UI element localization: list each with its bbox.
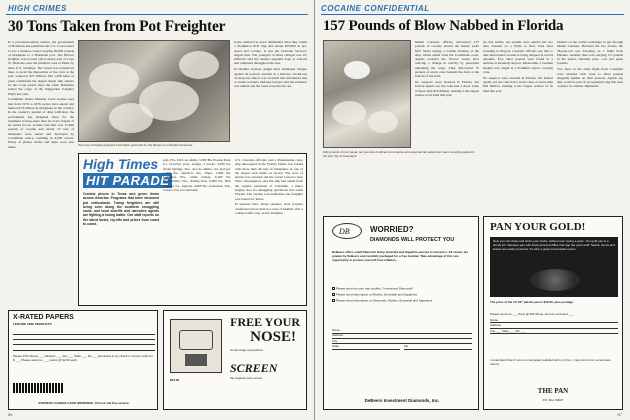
hit-parade-box	[78, 153, 307, 306]
diamonds-city-field[interactable]: City	[332, 340, 472, 345]
checkbox-icon	[332, 287, 335, 290]
diamonds-ad-title2: DIAMONDS WILL PROTECT YOU	[370, 237, 455, 243]
section-rule-right	[321, 14, 624, 15]
diamonds-option-2[interactable]	[332, 293, 472, 297]
diamonds-zip-field[interactable]: Zip	[404, 345, 472, 350]
pan-footer-name: THE PAN	[537, 387, 569, 395]
x-rated-subtitle: LEISURE TIME PRODUCTS	[13, 322, 52, 326]
pan-order-line[interactable]: Please send me ___ Pans @ $15.00 ea. Amount enclosed ___	[490, 312, 574, 316]
debeers-logo-icon: DB	[332, 223, 362, 239]
diamonds-ad-options	[332, 287, 472, 305]
screen-sub: the original snow screen	[230, 376, 263, 380]
pan-city-field[interactable]: City ___ State ___ Zip ___	[490, 330, 618, 335]
diamonds-state-field[interactable]: State	[332, 345, 400, 350]
x-rated-state-field[interactable]	[13, 346, 155, 351]
free-your-nose-ad	[163, 310, 307, 410]
right-article-col3	[557, 40, 623, 210]
diamonds-option-2-label: Please send information on Rubies, Emeralds and Sapphires.	[336, 292, 418, 297]
section-label-cocaine-confidential: COCAINE CONFIDENTIAL	[321, 4, 430, 13]
pan-title: PAN YOUR GOLD!	[490, 221, 586, 233]
right-article-col2	[483, 40, 553, 210]
diamonds-option-3-label: Please send information on Diamonds, Rubies, Emeralds and Sapphires.	[336, 298, 434, 303]
right-page-number: 87	[617, 412, 622, 417]
right-col3-text: banked on the scatter technique to get through Miami Customs. Between the two arrests, the 38-year-old was traveling on a flight from Panama. Another man was carrying 3.5 pounds in his jacket, shoulder pads, coat and pants pockets.	[557, 40, 623, 66]
right-col2-text: As day earlier, ten pounds were seized and two men arrested on a flight to New York after boarding in Bogota. Customs officials say that to date intercepted cocaine is being shipped in record amounts. Two other pounds were found in a suitcase at Kennedy Airport. Meanwhile, a German student was caught at a Frankfurt airport carrying coke.	[483, 40, 553, 75]
checkbox-icon	[332, 299, 335, 302]
hit-parade-list-col1	[163, 158, 231, 304]
hit-parade-subtitle: HIT PARADE	[83, 173, 172, 188]
diamonds-option-1-label: Please send me your free booklet, "Investment Diamonds"	[336, 286, 414, 291]
diamonds-form	[332, 329, 472, 351]
gold-pan-icon	[530, 269, 580, 291]
free-nose-sub: At last drugs everywhere	[230, 348, 264, 352]
marijuana-bales-photo	[78, 40, 230, 142]
screen-brand: SCREEN	[230, 361, 278, 375]
x-rated-name-field[interactable]	[13, 330, 155, 335]
right-photo-caption: Fifty pounds of rock paste, ten pounds of refined coca blanca and assorted lab equipment were recently popped in the port city of Guayaquil.	[323, 150, 475, 158]
diamonds-address-field[interactable]: Address	[332, 334, 472, 339]
left-article-col3	[234, 40, 307, 162]
hit-parade-list-text1: port, Fla., DCL no ammo. 5,500 Bu. Boston Park, Ca. Crowbar, prop. Ledger, 2 trucks. 3,200 lbs. Ocala Springs, Tex., Ace no ammo, rice and pot. 1,200 lbs. Junction, Ks., Piper. 1,800 lbs. Lakeland, Fla., cabin cruiser. 2,200 lbs. Brownsville, Tex., shrimp boat. 6,000 lbs. New Orleans, La., tugboat. 4,400 lbs. Galveston, Tex., Cessna 310, pot and hash.	[163, 158, 231, 193]
right-page	[315, 0, 630, 420]
pan-address-field[interactable]: Address	[490, 324, 618, 329]
right-col1-text: Miami Customs officers uncovered 157 pounds of cocaine aboard the luxury yacht M/V Maya during a routine docking of the ship, which sailed from the Colombian coast. Agents boarded the 76-foot vessel after noticing a change in activity by personnel unloading the cargo. They discovered 70 packets of uncut coke beneath the deck at the bottom of the hold.	[415, 40, 479, 79]
x-rated-barcode	[13, 383, 63, 393]
right-headline: 157 Pounds of Blow Nabbed in Florida	[323, 18, 564, 34]
hit-parade-title: High Times	[83, 156, 159, 172]
pan-name-field[interactable]: Name	[490, 319, 618, 324]
cocaine-seizure-photo	[323, 40, 411, 148]
section-label-high-crimes: HIGH CRIMES	[8, 4, 67, 13]
x-rated-address-field[interactable]	[13, 335, 155, 340]
diamonds-name-field[interactable]: Name	[332, 329, 472, 334]
hit-parade-intro-text: Coolest pieces in Texas and green items across America. Programs that have stemmed pot enthusiasts. Tramp freighters are still being seen along the southern smuggling route, and local sheriffs and narcotics agents are fighting a losing battle. Our staff reports on the latest busts, rip-offs and prices from coast to coast.	[83, 192, 159, 227]
pan-your-gold-ad	[483, 216, 623, 410]
pan-note: I understand that if I am not completely satisfied with my Pan, I may return it for a complete refund.	[490, 358, 611, 366]
pan-price: The price of the 10 1/2" plastic pan is $19.95, plus postage.	[490, 300, 574, 304]
hit-parade-intro	[83, 192, 159, 304]
free-nose-title2: NOSE!	[250, 329, 296, 345]
x-rated-body: Please Print Name ___ Address ___ City ___ State ___ Zip ___ Enclosed is my check or money order for $ ___ Please send me ___ packs @ $2.50 each.	[13, 354, 153, 362]
diamonds-ad	[323, 216, 479, 410]
hit-parade-list-col2	[235, 158, 303, 304]
diamonds-option-1[interactable]	[332, 287, 472, 291]
free-nose-price: $23.95	[170, 378, 180, 382]
screen-product-image	[170, 319, 222, 373]
pan-footer-address: P.O. Box 33007	[542, 398, 564, 403]
checkbox-icon	[332, 293, 335, 296]
left-col1-text: In a precedent-setting seizure, the government of Honduras has permitted the U.S. Coast Guard to tow a stateless vessel carrying 60,000 pounds of marijuana to a Honduran port. The 80-foot freighter was located and boarded east of Cape St. Nicholas, near the northern coast of Haiti, by three U.S. warships. The vessel was transferred there to await the disposition of the crew at the port, valued at $27 million. The 1,200 bales of grass constituted the largest single ship seizure by the Coast Guard since the cutter Dauntless seized the cargo of the Stiggerdew freighter Night last year.	[8, 40, 74, 96]
pan-form	[490, 313, 618, 335]
diamonds-ad-body: DeBeers offers small Diamond, Ruby, Emerald and Sapphire parcels to investors. All stones are graded by DeBeers and carefully packaged for a free booklet. Take advantage of this rare opportunity to protect yourself from inflation.	[332, 250, 469, 262]
section-rule	[6, 14, 308, 15]
diamonds-option-3[interactable]	[332, 299, 472, 303]
photo-caption: Two tons of burlap-wrapped Colombian gold wait for the flames of a Florida incinerator.	[78, 143, 194, 147]
x-rated-footer: EXPRESS CHARGE CARD ORDERING: 24-hour toll free service.	[38, 401, 130, 406]
free-nose-title1: FREE YOUR	[230, 315, 300, 329]
right-article-col1	[415, 40, 479, 148]
x-rated-form	[13, 330, 155, 352]
x-rated-papers-ad	[8, 310, 158, 410]
x-rated-city-field[interactable]	[13, 341, 155, 346]
left-col1b-text: Colombian Justice Minister Cesar Gomez says that from 1976 to 1979, police have seized and burned $3.8 billion in marijuana in the country. In the country's pursuit of drug traffickers the government has budgeted more for the treatment of drug-users than for every branch of its armed forces. Gomez said that over 15,000 pounds of cocaine and nearly 10 tons of marijuana were seized and destroyed by Colombian police, resulting in 4,000 arrests. Fleets of planes, trucks and ships were also taken.	[8, 97, 74, 149]
left-col3b-text: In Wichita, Kansas, judges have dismissed charges against 42 persons arrested in a massive crackdown on drug use after it was revealed that informants lied to obtain warrants. Defense lawyers said the evidence was tainted and the cases were thrown out.	[234, 67, 307, 89]
left-page-number: 86	[8, 412, 13, 417]
left-headline: 30 Tons Taken from Pot Freighter	[8, 18, 226, 35]
gold-pan-image	[490, 237, 618, 297]
diamonds-ad-title1: WORRIED?	[370, 225, 414, 234]
left-article-col1	[8, 40, 74, 306]
right-col2b-text: No suspects were arrested in Florida, but federal agents say the coke had a street value of more than $50 million, making it the largest seizure of its kind this year.	[483, 75, 553, 93]
right-col3b-text: Two men on the same flight from Colombia were arrested with close to three pounds allegedly hidden on their persons. Agents say they could be part of an organized ring that uses couriers for smaller shipments.	[557, 67, 623, 89]
diamonds-ad-footer: DeBeers Investment Diamonds, Inc.	[364, 398, 440, 403]
hit-parade-list-text2: U.S. Customs officials said a Panamanian cargo ship intercepted in the Florida Straits was loaded with more than 40 tons of marijuana, in one of the largest such hauls on record. The crew of eleven was arrested and the vessel towed to Key West. Investigators said the ship had sailed from the Guajira peninsula of Colombia, a major staging area for smuggling operations into south Florida. The captain told authorities the freighter was bound for Texas.	[235, 158, 303, 201]
x-rated-title: X-RATED PAPERS	[13, 314, 74, 321]
left-col3-text: boats, undercover narcs dismantled what they called a $5-million PCP ring and seized $50,000 in pot, speed and cocaine. It was the Customs Service's largest bust. The youngest of those charged was 19. Officials said the dealers supplied dope to schools and campuses throughout the area.	[234, 40, 307, 66]
hit-parade-list-text3: In separate New Jersey seizures, state troopers confiscated more than two tons of hashish after a routine traffic stop on the Turnpike.	[235, 202, 303, 216]
right-col1b-text: No suspects were arrested in Florida, but federal agents say the coke had a street value of more than $50 million, making it the largest seizure of its kind this year.	[415, 80, 479, 98]
pan-body: Now you can clean and strain your herbs, without ever losing a gram. Our gold pan is a sturdy 10" diameter pan with finely textured riffles that trap the good stuff. Seeds, stems and leaves are easily removed. It's also a great conversation piece.	[493, 239, 615, 251]
